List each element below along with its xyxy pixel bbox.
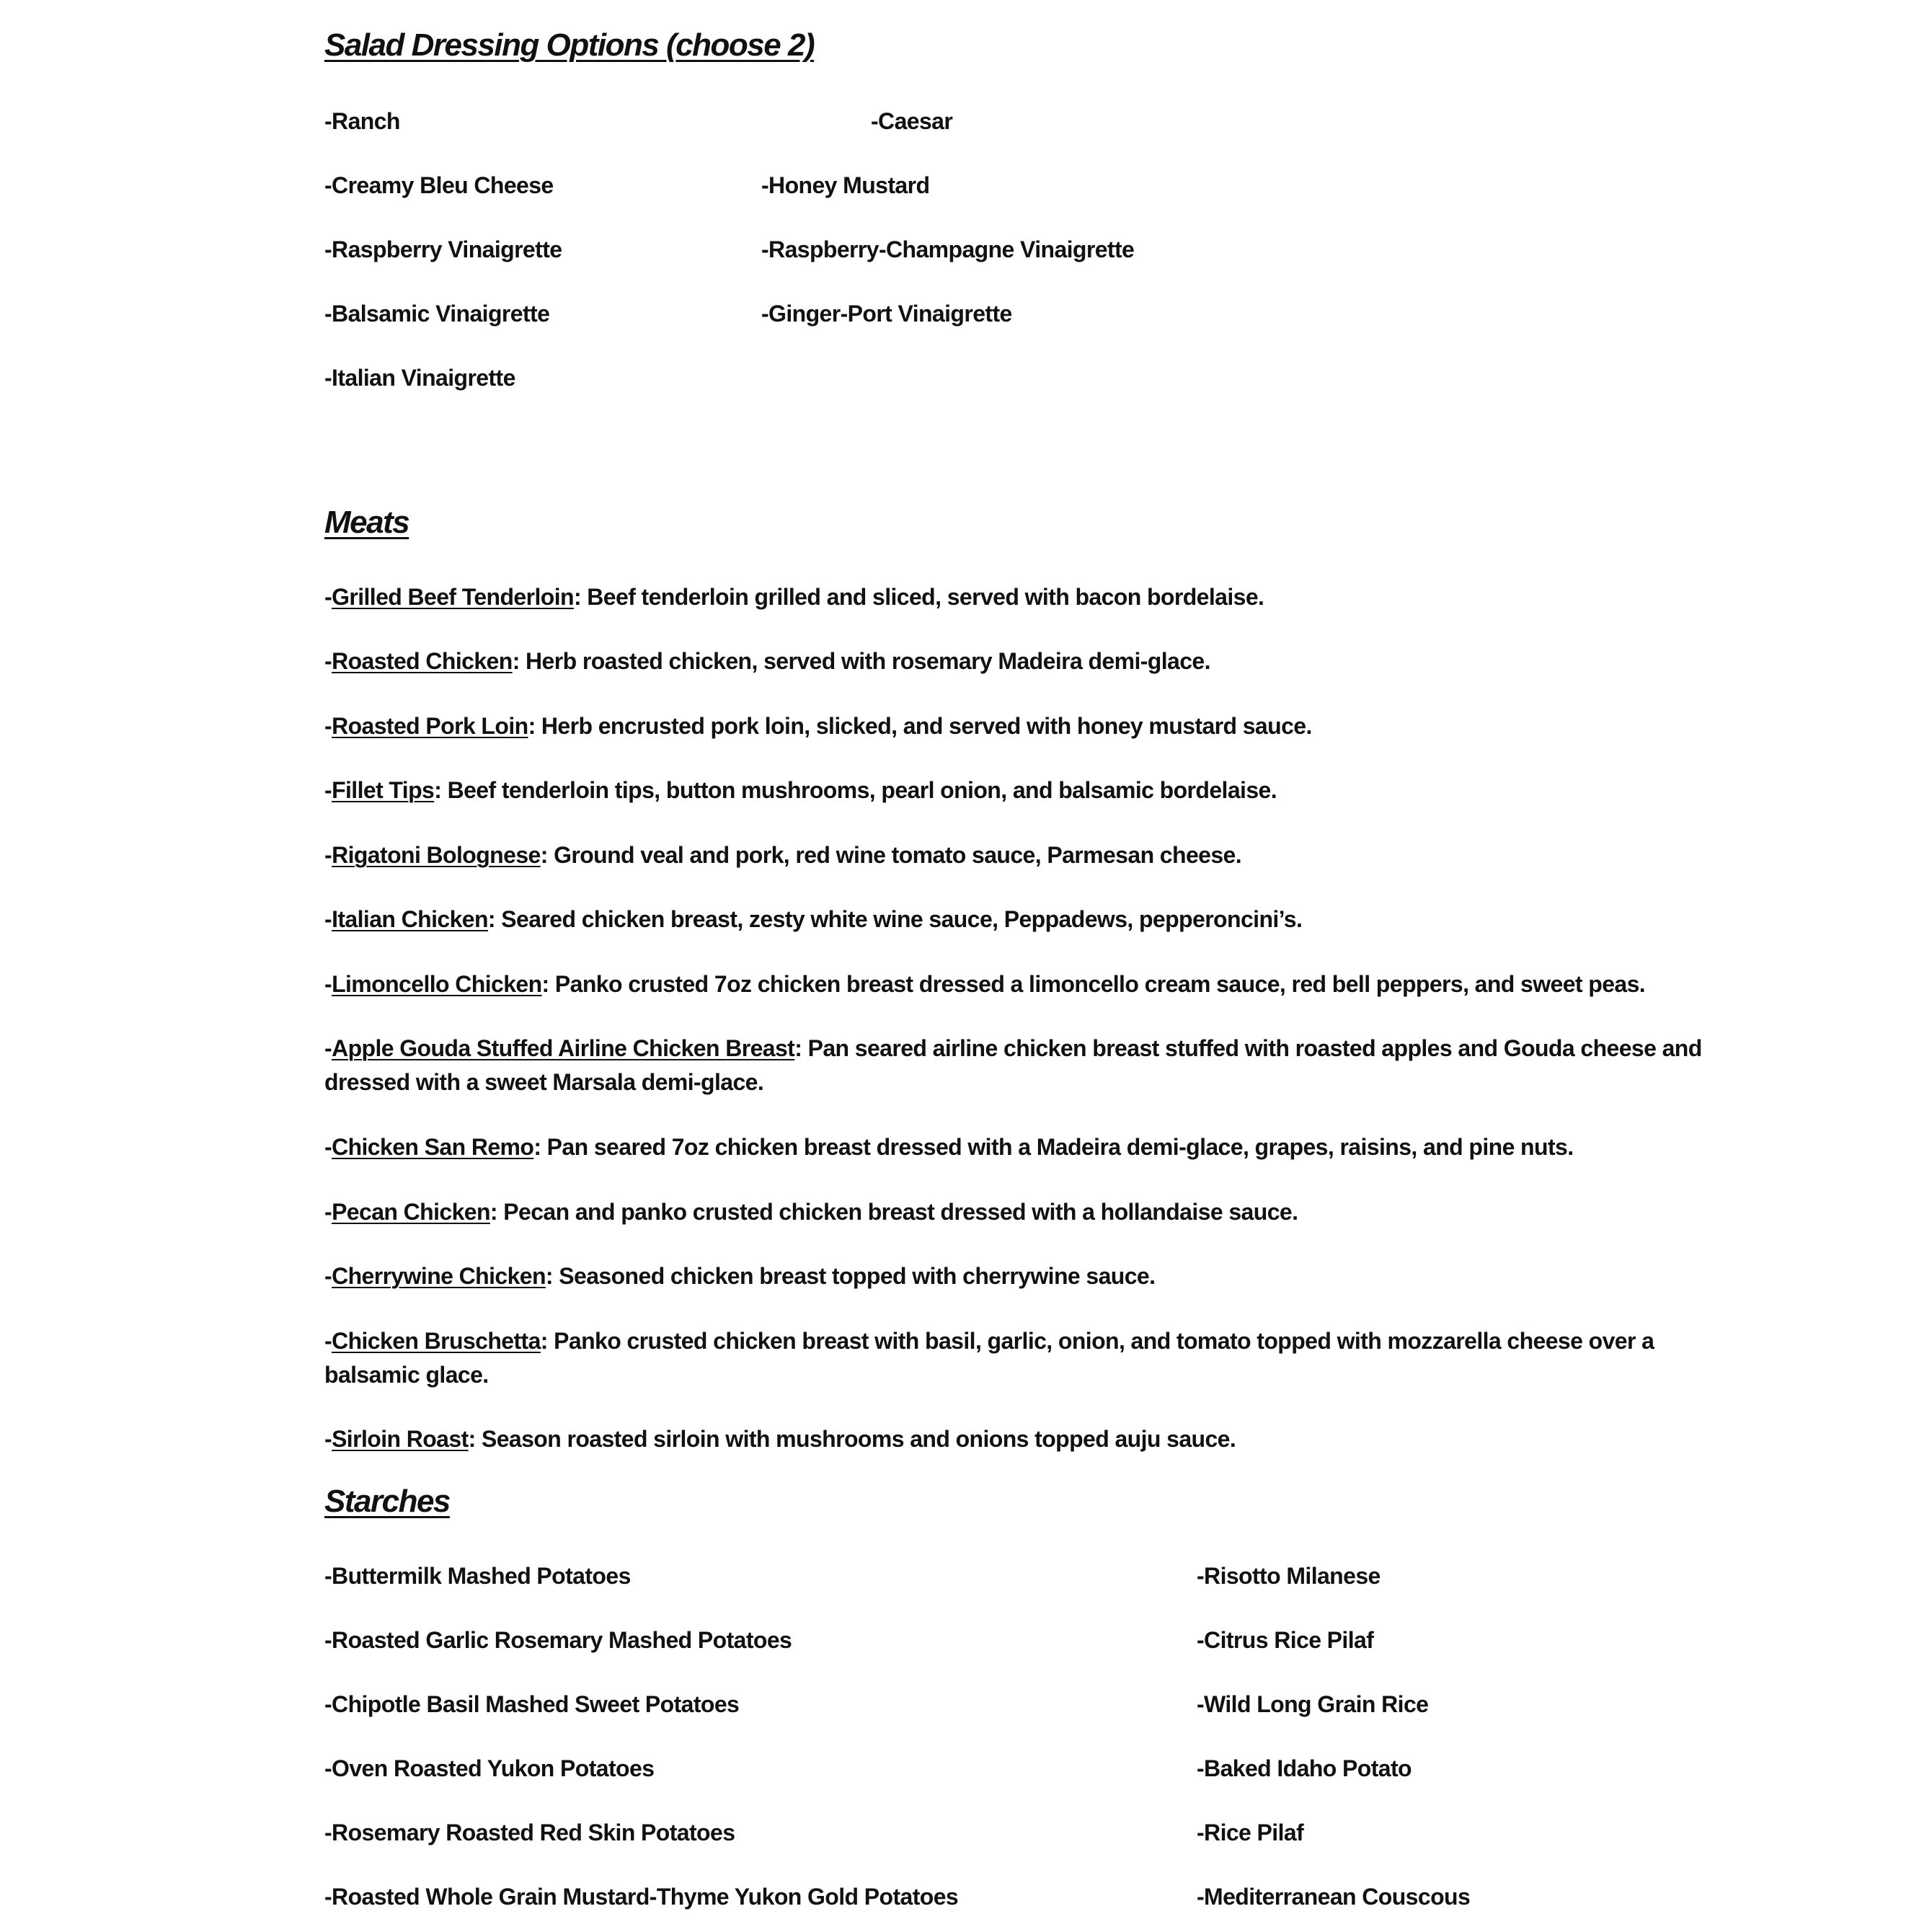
meats-heading: Meats: [324, 505, 409, 540]
dish-name: Chicken Bruschetta: [332, 1328, 541, 1354]
starch-item: -Roasted Whole Grain Mustard-Thyme Yukon Gold Potatoes: [324, 1884, 959, 1910]
meat-item: -Apple Gouda Stuffed Airline Chicken Breast: Pan seared airline chicken breast stuffed with roasted apples and Gouda cheese and dressed with a sweet Marsala demi-glace.: [324, 1035, 1702, 1095]
starch-item: -Risotto Milanese: [1197, 1563, 1381, 1589]
dish-name: Chicken San Remo: [332, 1134, 534, 1160]
dish-name: Italian Chicken: [332, 906, 488, 932]
meat-item: -Roasted Pork Loin: Herb encrusted pork loin, slicked, and served with honey mustard sauce.: [324, 713, 1312, 739]
salad-dressing-heading: Salad Dressing Options (choose 2): [324, 27, 815, 63]
dish-name: Sirloin Roast: [332, 1426, 469, 1452]
dressing-item: -Balsamic Vinaigrette: [324, 301, 550, 327]
dish-name: Rigatoni Bolognese: [332, 842, 541, 868]
dressing-item: -Ginger-Port Vinaigrette: [761, 301, 1012, 327]
meat-item: -Chicken Bruschetta: Panko crusted chicken breast with basil, garlic, onion, and tomato topped with mozzarella cheese over a balsamic glace.: [324, 1328, 1654, 1388]
dressing-item: -Creamy Bleu Cheese: [324, 172, 554, 198]
starch-item: -Chipotle Basil Mashed Sweet Potatoes: [324, 1691, 740, 1717]
dressing-item: -Raspberry Vinaigrette: [324, 236, 562, 262]
meat-item: -Italian Chicken: Seared chicken breast, zesty white wine sauce, Peppadews, pepperoncini’s.: [324, 906, 1303, 932]
dish-name: Grilled Beef Tenderloin: [332, 584, 574, 610]
meat-item: -Chicken San Remo: Pan seared 7oz chicken breast dressed with a Madeira demi-glace, grapes, raisins, and pine nuts.: [324, 1134, 1574, 1160]
dressing-item: -Honey Mustard: [761, 172, 930, 198]
meat-item: -Grilled Beef Tenderloin: Beef tenderloin grilled and sliced, served with bacon bordelaise.: [324, 584, 1264, 610]
meat-item: -Limoncello Chicken: Panko crusted 7oz chicken breast dressed a limoncello cream sauce, red bell peppers, and sweet peas.: [324, 971, 1646, 997]
starch-item: -Roasted Garlic Rosemary Mashed Potatoes: [324, 1627, 792, 1653]
dish-name: Apple Gouda Stuffed Airline Chicken Breast: [332, 1035, 795, 1061]
starch-item: -Oven Roasted Yukon Potatoes: [324, 1755, 655, 1781]
dressing-item: -Raspberry-Champagne Vinaigrette: [761, 236, 1135, 262]
starch-item: -Citrus Rice Pilaf: [1197, 1627, 1374, 1653]
dish-name: Fillet Tips: [332, 777, 435, 803]
starches-heading: Starches: [324, 1484, 450, 1519]
dish-name: Cherrywine Chicken: [332, 1263, 546, 1289]
dish-name: Roasted Chicken: [332, 648, 513, 674]
starch-item: -Rosemary Roasted Red Skin Potatoes: [324, 1820, 735, 1845]
meat-item: -Sirloin Roast: Season roasted sirloin with mushrooms and onions topped auju sauce.: [324, 1426, 1236, 1452]
meat-item: -Cherrywine Chicken: Seasoned chicken breast topped with cherrywine sauce.: [324, 1263, 1156, 1289]
dressing-item: -Caesar: [871, 108, 953, 134]
meat-item: -Roasted Chicken: Herb roasted chicken, served with rosemary Madeira demi-glace.: [324, 648, 1210, 674]
dish-name: Pecan Chicken: [332, 1199, 490, 1225]
starch-item: -Mediterranean Couscous: [1197, 1884, 1471, 1910]
dish-name: Roasted Pork Loin: [332, 713, 528, 739]
dressing-item: -Ranch: [324, 108, 400, 134]
starch-item: -Rice Pilaf: [1197, 1820, 1304, 1845]
meat-item: -Pecan Chicken: Pecan and panko crusted chicken breast dressed with a hollandaise sauce.: [324, 1199, 1298, 1225]
meat-item: -Fillet Tips: Beef tenderloin tips, button mushrooms, pearl onion, and balsamic bordelaise.: [324, 777, 1277, 803]
starch-item: -Buttermilk Mashed Potatoes: [324, 1563, 631, 1589]
starch-item: -Baked Idaho Potato: [1197, 1755, 1412, 1781]
meat-item: -Rigatoni Bolognese: Ground veal and pork, red wine tomato sauce, Parmesan cheese.: [324, 842, 1242, 868]
dressing-item: -Italian Vinaigrette: [324, 365, 515, 391]
starch-item: -Wild Long Grain Rice: [1197, 1691, 1429, 1717]
dish-name: Limoncello Chicken: [332, 971, 542, 997]
